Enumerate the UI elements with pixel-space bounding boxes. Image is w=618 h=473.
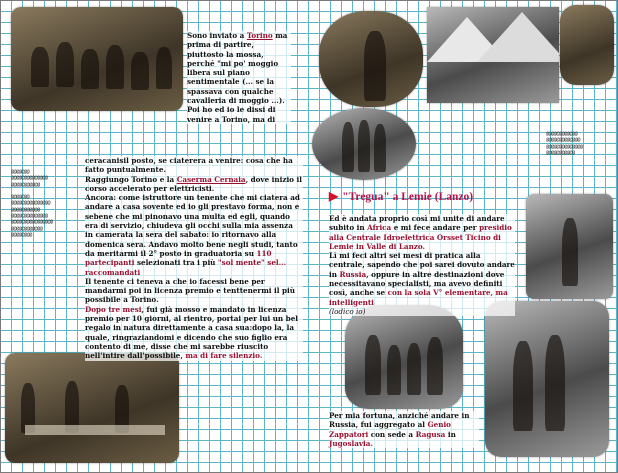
- photo-mountain-village: [427, 7, 559, 103]
- photo-building: [560, 5, 614, 85]
- text-top-city: Torino: [246, 31, 273, 40]
- photo-soldiers-group: [11, 7, 183, 111]
- text-b-a: Per mia fortuna, anziché andare in Russia, fui aggregato al: [329, 411, 470, 430]
- text-right-paragraph: [329, 214, 515, 316]
- text-top-paragraph: [187, 31, 291, 124]
- section-heading: [329, 189, 473, 204]
- text-b-b: con sede a: [370, 429, 414, 439]
- text-top-p2: ma prima di partire, piuttosto la mossa, perché "mi po' moggio libera sul piano sentimentale (... se la spassava con qualche cavalleria di moggio ...). Poi ho ed io le dissi di venire a Torino, ma di: [187, 31, 288, 124]
- text-bot-silent: ma di fare silenzio.: [185, 351, 263, 361]
- text-bot-p2: , fui già mosso e mandato in licenza premio per 10 giorni, al rientro, portai per lui un bel regalo in natura direttamente a casa sua:dopo la, la quale, ringraziandomi e dicendo che suo figlio era contento di me, disse che mi sarebbe riuscito nell'intire dall'possibile,: [85, 304, 298, 361]
- text-r-p1b: e mi fece andare per: [393, 223, 477, 233]
- text-middle-paragraph: [85, 156, 303, 361]
- text-b-jugo: Jugoslavia.: [329, 438, 373, 448]
- text-bottom-paragraph: [329, 411, 479, 448]
- text-r-p2b: , oppure in altre destinazioni dove necessitavano specialisti, ma avevo definiti così, anche se: [329, 269, 505, 298]
- decorative-glyphs-right: @@@@@@@@@@@@ @@@@@@@@@@@@@ @@@@@@@@@@@@@@ @@@@@@@@@@@: [546, 131, 583, 156]
- photo-family: [312, 108, 416, 180]
- text-mid-p2a: Raggiungo Torino e la: [85, 174, 175, 184]
- text-r-p1a: Ed è andata proprio così mi unite di andare subito in: [329, 214, 505, 233]
- text-r-sola: con la sola V° elementare, ma intelligenti: [329, 288, 508, 307]
- section-heading-text: "Tregua" a Lemie (Lanzo): [342, 191, 474, 203]
- text-r-centrale: presidio alla Centrale Idroelettrica Orsset Ticino di Lemie in Valle di Lanzo.: [329, 223, 512, 251]
- photo-people-street: [345, 305, 463, 409]
- text-b-genio: Genio Zappatori: [329, 420, 451, 439]
- text-mid-p3: Ancora: come istruttore un tenente che mi ciatera ad andare a casa sovente ed io gli prestavo forma, non e sebene che mi pinonavo una multa ed egli, quando era di servizio, chiudeva gli occhi sulla mia assenza in camerata la sera del sabato: io ritornavo alla domenica sera. Andavo molto bene negli studi, tanto da meritarmi il 2° posto in graduatoria su: [85, 193, 300, 258]
- text-mid-p3b: selezionati tra i più: [136, 258, 216, 268]
- decorative-glyphs-left: @@@@@@@ @@@@@@@@@@@@@@ @@@@@@@@@@@ @@@@@@@ @@@@@@@@@@@@@@@ @@@@@@@@@@@ @@@@@@@@@@@@@@ @@@@@@@@@@@@@@@@ @@@@@@@@@@@@ @@@@@@@@: [11, 169, 53, 238]
- text-r-africa: Africa: [367, 223, 392, 233]
- text-mid-p1: ceracanisil posto, se ciaterera a venire: cosa che ha fatto puntualmente.: [85, 156, 293, 175]
- text-b-ragusa: Ragusa: [415, 429, 446, 439]
- text-mid-110: 110 partecipanti: [85, 248, 272, 268]
- text-r-p2a: Lì mi feci altri sei mesi di pratica alla centrale, sapendo che poi sarei dovuto andare in: [329, 251, 515, 279]
- text-r-russia: Russia: [339, 269, 367, 279]
- text-b-c: in: [447, 429, 456, 439]
- arrow-right-icon: ▶: [329, 189, 339, 203]
- text-bot-p1: Dopo tre mesi: [85, 304, 142, 314]
- photo-skiers: [485, 301, 609, 457]
- text-mid-caserma: Caserma Cernaia: [176, 174, 246, 184]
- text-mid-p4: Il tenente ci teneva a che io facessi bene per mandarmi poi in licenza premio e tenttenermi il più possibile a Torino.: [85, 276, 295, 305]
- text-mid-p2b: , dove inizio il corso accelerato per elettricisti.: [85, 174, 302, 193]
- photo-soldier-portrait: [319, 11, 423, 107]
- text-mid-racc: "sol mente" sel... raccomandati: [85, 258, 287, 277]
- photo-soldiers-meal: [5, 353, 179, 463]
- photo-man-stairs: [526, 194, 613, 299]
- text-top-p1: Sono inviato a: [187, 31, 245, 40]
- text-r-note: (lodico io): [329, 306, 366, 316]
